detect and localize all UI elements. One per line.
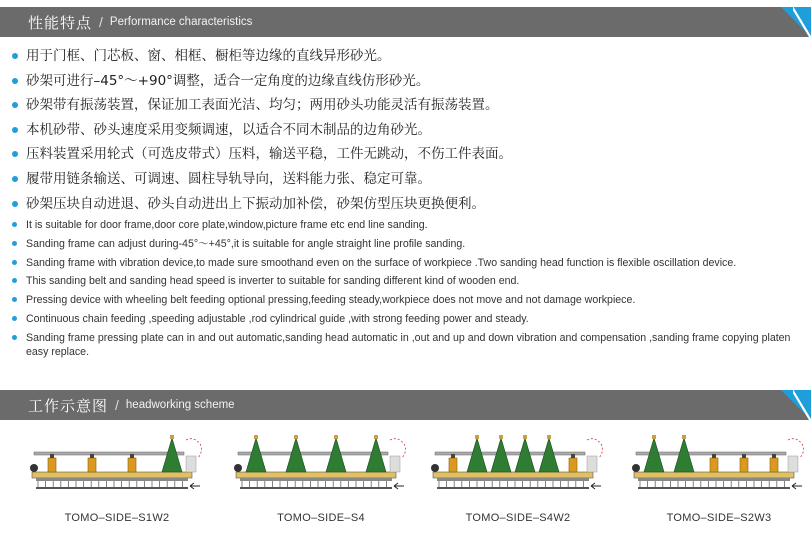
motor-cap	[571, 454, 575, 458]
cone-tip	[294, 435, 298, 439]
machine-base	[437, 478, 589, 481]
sanding-motor	[48, 458, 56, 472]
scheme-title-separator: /	[115, 397, 119, 413]
features-title-en: Performance characteristics	[109, 16, 253, 28]
outlet-box	[390, 456, 400, 472]
scheme-drawing	[22, 432, 212, 498]
machine-base	[638, 478, 790, 481]
cone-tip	[523, 435, 527, 439]
scheme-header	[0, 390, 811, 420]
motor-cap	[90, 454, 94, 458]
scheme-diagram-s4	[226, 432, 416, 498]
scheme-title-en: headworking scheme	[125, 399, 235, 411]
feed-direction-arrow	[394, 483, 404, 489]
machine-base	[240, 478, 392, 481]
scheme-model-label: TOMO–SIDE–S1W2	[64, 512, 170, 524]
sanding-motor	[740, 458, 748, 472]
outlet-guide	[186, 439, 202, 458]
sanding-motor	[88, 458, 96, 472]
feed-motor	[30, 464, 38, 472]
feature-zh-item: 用于门框、门芯板、窗、相框、橱柜等边缘的直线异形砂光。	[12, 44, 512, 69]
outlet-guide	[788, 439, 804, 458]
motor-cap	[712, 454, 716, 458]
cone-tip	[475, 435, 479, 439]
sanding-motor	[770, 458, 778, 472]
feature-zh-item: 本机砂带、砂头速度采用变频调速，以适合不同木制品的边角砂光。	[12, 118, 512, 143]
scheme-diagram-s1w2	[22, 432, 212, 498]
scheme-drawing	[226, 432, 416, 498]
conveyor-belt	[236, 472, 396, 478]
outlet-box	[788, 456, 798, 472]
feature-en-item: Sanding frame pressing plate can in and out automatic,sanding head automatic in ,out and up and down vibration and compensation ,sanding frame copying platen easy replace.	[12, 331, 810, 359]
scheme-title-zh: 工作示意图	[28, 396, 109, 415]
feature-en-item: Sanding frame can adjust during-45°～+45°,it is suitable for angle straight line profile sanding.	[12, 237, 810, 251]
feed-motor	[431, 464, 439, 472]
cone-tip	[254, 435, 258, 439]
motor-cap	[451, 454, 455, 458]
scheme-diagram-s2w3	[624, 432, 811, 498]
cone-tip	[334, 435, 338, 439]
header-corner-stripe	[793, 390, 811, 420]
motor-cap	[130, 454, 134, 458]
outlet-box	[587, 456, 597, 472]
feature-zh-item: 砂架可进行–45°～+90°调整，适合一定角度的边缘直线仿形砂光。	[12, 69, 512, 94]
header-corner-stripe	[793, 7, 811, 37]
features-title-separator: /	[99, 14, 103, 30]
conveyor-belt	[634, 472, 794, 478]
features-list-zh	[12, 44, 512, 216]
conveyor-belt	[433, 472, 593, 478]
scheme-diagram-s4w2	[423, 432, 613, 498]
scheme-model-label: TOMO–SIDE–S2W3	[666, 512, 772, 524]
motor-cap	[772, 454, 776, 458]
machine-base	[36, 478, 188, 481]
outlet-guide	[587, 439, 603, 458]
scheme-drawing	[624, 432, 811, 498]
sanding-motor	[128, 458, 136, 472]
feature-en-item: Pressing device with wheeling belt feeding optional pressing,feeding steady,workpiece does not move and not damage workpiece.	[12, 293, 810, 307]
feed-direction-arrow	[190, 483, 200, 489]
feature-zh-item: 砂架压块自动进退、砂头自动进出上下振动加补偿，砂架仿型压块更换便利。	[12, 192, 512, 217]
feed-motor	[234, 464, 242, 472]
feature-zh-item: 履带用链条输送、可调速、圆柱导轨导向，送料能力张、稳定可靠。	[12, 167, 512, 192]
cone-tip	[682, 435, 686, 439]
cone-tip	[170, 435, 174, 439]
press-rail	[34, 452, 184, 455]
features-list-en	[12, 218, 810, 364]
chain-track	[437, 487, 589, 489]
cone-tip	[652, 435, 656, 439]
feature-en-item: It is suitable for door frame,door core plate,window,picture frame etc end line sanding.	[12, 218, 810, 232]
motor-cap	[742, 454, 746, 458]
outlet-guide	[390, 439, 406, 458]
scheme-drawing	[423, 432, 613, 498]
cone-tip	[374, 435, 378, 439]
sanding-motor	[710, 458, 718, 472]
feature-en-item: This sanding belt and sanding head speed is inverter to suitable for sanding different kind of wooden end.	[12, 274, 810, 288]
feature-en-item: Continuous chain feeding ,speeding adjustable ,rod cylindrical guide ,with strong feeding power and steady.	[12, 312, 810, 326]
press-rail	[435, 452, 585, 455]
cone-tip	[547, 435, 551, 439]
feed-direction-arrow	[591, 483, 601, 489]
scheme-model-label: TOMO–SIDE–S4	[277, 512, 365, 524]
features-title-zh: 性能特点	[28, 13, 93, 32]
chain-track	[240, 487, 392, 489]
motor-cap	[50, 454, 54, 458]
feature-zh-item: 砂架带有振荡装置，保证加工表面光洁、均匀；两用砂头功能灵活有振荡装置。	[12, 93, 512, 118]
outlet-box	[186, 456, 196, 472]
feature-zh-item: 压料装置采用轮式（可选皮带式）压料，输送平稳，工件无跳动，不伤工件表面。	[12, 142, 512, 167]
feed-motor	[632, 464, 640, 472]
scheme-model-label: TOMO–SIDE–S4W2	[465, 512, 571, 524]
conveyor-belt	[32, 472, 192, 478]
feature-en-item: Sanding frame with vibration device,to made sure smoothand even on the surface of workpiece .Two sanding head function is flexible oscillation device.	[12, 256, 810, 270]
chain-track	[638, 487, 790, 489]
feed-direction-arrow	[792, 483, 802, 489]
sanding-motor	[569, 458, 577, 472]
cone-tip	[499, 435, 503, 439]
features-header	[0, 7, 811, 37]
chain-track	[36, 487, 188, 489]
sanding-motor	[449, 458, 457, 472]
